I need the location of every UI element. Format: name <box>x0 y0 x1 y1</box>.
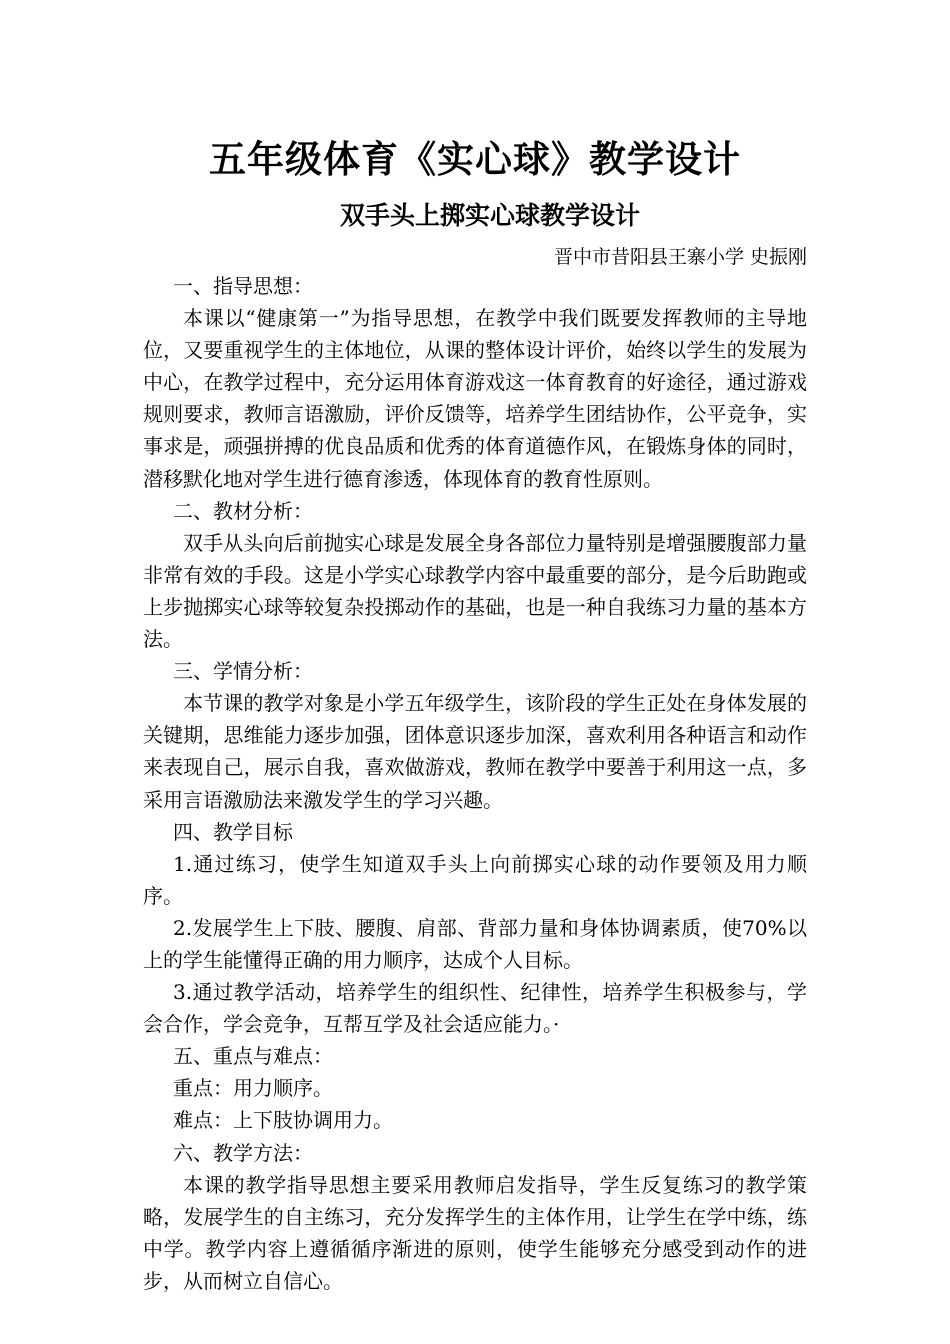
section-paragraph-methods: 本课的教学指导思想主要采用教师启发指导，学生反复练习的教学策略，发展学生的自主练习，充分发挥学生的主体作用，让学生在学中练，练中学。教学内容上遵循循序渐进的原则，使学生能够充分感受到动作的进步，从而树立自信心。 <box>143 1172 807 1293</box>
section-paragraph-material: 双手从头向后前抛实心球是发展全身各部位力量特别是增强腰腹部力量非常有效的手段。这是小学实心球教学内容中最重要的部分，是今后助跑或上步抛掷实心球等较复杂投掷动作的基础，也是一种自我练习力量的基本方法。 <box>143 530 807 652</box>
goal-item-2: 2.发展学生上下肢、腰腹、肩部、背部力量和身体协调素质，使70%以上的学生能懂得正确的用力顺序，达成个人目标。 <box>143 915 807 972</box>
section-heading-methods: 六、教学方法： <box>173 1140 313 1165</box>
section-heading-guiding: 一、指导思想： <box>173 274 313 298</box>
keypoint-difficulty: 难点：上下肢协调用力。 <box>173 1108 393 1133</box>
document-author: 晋中市昔阳县王寨小学 史振刚 <box>553 246 807 268</box>
document-subtitle: 双手头上掷实心球教学设计 <box>339 201 640 230</box>
section-paragraph-students: 本节课的教学对象是小学五年级学生，该阶段的学生正处在身体发展的关键期，思维能力逐步加强，团体意识逐步加深，喜欢利用各种语言和动作来表现自己，展示自我，喜欢做游戏，教师在教学中要善于利用这一点，多采用言语激励法来激发学生的学习兴趣。 <box>143 691 807 812</box>
section-paragraph-guiding: 本课以“健康第一”为指导思想，在教学中我们既要发挥教师的主导地位，又要重视学生的主体地位，从课的整体设计评价，始终以学生的发展为中心，在教学过程中，充分运用体育游戏这一体育教育的好途径，通过游戏规则要求，教师言语激励，评价反馈等，培养学生团结协作，公平竞争，实事求是，顽强拼搏的优良品质和优秀的体育道德作风，在锻炼身体的同时，潜移默化地对学生进行德育渗透，体现体育的教育性原则。 <box>143 306 807 491</box>
goal-item-3: 3.通过教学活动，培养学生的组织性、纪律性，培养学生积极参与，学会合作，学会竞争，互帮互学及社会适应能力。· <box>143 980 807 1037</box>
goal-item-1: 1.通过练习，使学生知道双手头上向前掷实心球的动作要领及用力顺序。 <box>143 851 807 908</box>
section-heading-material: 二、教材分析： <box>173 498 313 523</box>
keypoint-key: 重点：用力顺序。 <box>173 1076 333 1101</box>
document-title: 五年级体育《实心球》教学设计 <box>209 138 741 181</box>
section-heading-students: 三、学情分析： <box>173 659 313 684</box>
document-body <box>143 270 807 1297</box>
section-heading-keypoints: 五、重点与难点： <box>173 1044 333 1069</box>
section-heading-goals: 四、教学目标 <box>173 819 293 844</box>
